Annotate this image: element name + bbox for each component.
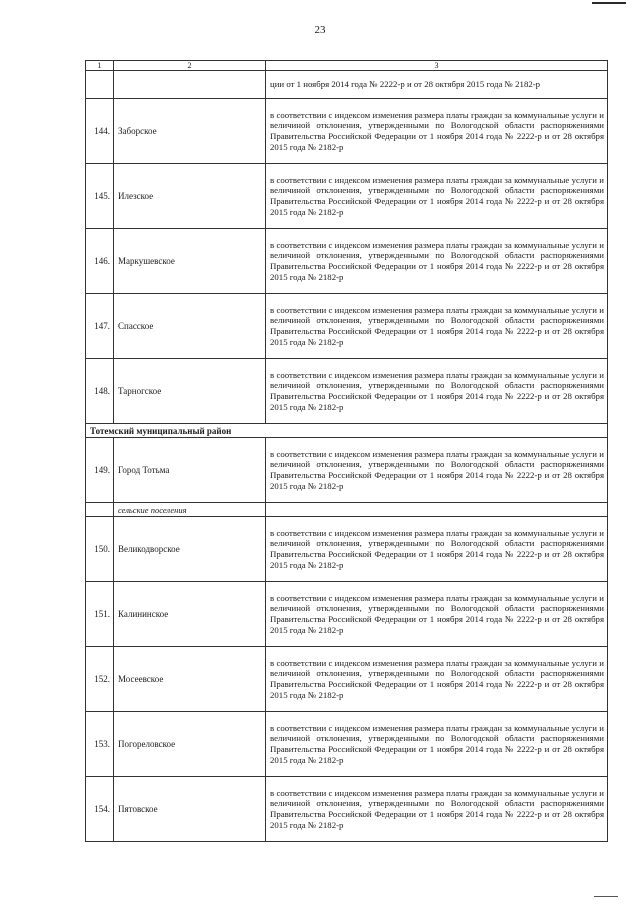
row-text: в соответствии с индексом изменения размера платы граждан за коммунальные услуги и величиной отклонения, утвержденными по Вологодской области распоряжениями Правительства Российской Федерации от 1 ноября 2014 года № 2222-р и от 28 октября 2015 года № 2182-р — [266, 229, 608, 294]
district-heading: Тотемский муниципальный район — [86, 424, 608, 438]
subheading-row — [86, 503, 608, 517]
row-text: в соответствии с индексом изменения размера платы граждан за коммунальные услуги и величиной отклонения, утвержденными по Вологодской области распоряжениями Правительства Российской Федерации от 1 ноября 2014 года № 2222-р и от 28 октября 2015 года № 2182-р — [266, 164, 608, 229]
row-number: 150. — [86, 517, 114, 582]
subheading-label: сельские поселения — [114, 503, 266, 517]
row-number: 149. — [86, 438, 114, 503]
row-number: 148. — [86, 359, 114, 424]
settlement-name: Мосеевское — [114, 647, 266, 712]
settlement-name: Город Тотьма — [114, 438, 266, 503]
row-text: в соответствии с индексом изменения размера платы граждан за коммунальные услуги и величиной отклонения, утвержденными по Вологодской области распоряжениями Правительства Российской Федерации от 1 ноября 2014 года № 2222-р и от 28 октября 2015 года № 2182-р — [266, 777, 608, 842]
settlement-name: Великодворское — [114, 517, 266, 582]
row-number — [86, 503, 114, 517]
table-header-row — [86, 61, 608, 71]
table-row — [86, 229, 608, 294]
row-text: в соответствии с индексом изменения размера платы граждан за коммунальные услуги и величиной отклонения, утвержденными по Вологодской области распоряжениями Правительства Российской Федерации от 1 ноября 2014 года № 2222-р и от 28 октября 2015 года № 2182-р — [266, 99, 608, 164]
row-text: в соответствии с индексом изменения размера платы граждан за коммунальные услуги и величиной отклонения, утвержденными по Вологодской области распоряжениями Правительства Российской Федерации от 1 ноября 2014 года № 2222-р и от 28 октября 2015 года № 2182-р — [266, 294, 608, 359]
row-number: 145. — [86, 164, 114, 229]
page-number: 23 — [314, 24, 326, 36]
table-row — [86, 582, 608, 647]
settlement-name: Погореловское — [114, 712, 266, 777]
row-number: 151. — [86, 582, 114, 647]
table-row — [86, 99, 608, 164]
row-text — [266, 503, 608, 517]
row-number: 146. — [86, 229, 114, 294]
row-number: 154. — [86, 777, 114, 842]
settlement-name: Пятовское — [114, 777, 266, 842]
district-heading-row — [86, 424, 608, 438]
table-row — [86, 359, 608, 424]
settlement-name: Заборское — [114, 99, 266, 164]
table-row — [86, 647, 608, 712]
row-text: ции от 1 ноября 2014 года № 2222-р и от 28 октября 2015 года № 2182-р — [266, 71, 608, 99]
table-row — [86, 777, 608, 842]
row-number: 144. — [86, 99, 114, 164]
settlement-name: Спасское — [114, 294, 266, 359]
row-text: в соответствии с индексом изменения размера платы граждан за коммунальные услуги и величиной отклонения, утвержденными по Вологодской области распоряжениями Правительства Российской Федерации от 1 ноября 2014 года № 2222-р и от 28 октября 2015 года № 2182-р — [266, 712, 608, 777]
row-text: в соответствии с индексом изменения размера платы граждан за коммунальные услуги и величиной отклонения, утвержденными по Вологодской области распоряжениями Правительства Российской Федерации от 1 ноября 2014 года № 2222-р и от 28 октября 2015 года № 2182-р — [266, 517, 608, 582]
header-col-3: 3 — [266, 61, 608, 71]
header-col-1: 1 — [86, 61, 114, 71]
settlement-name: Калининское — [114, 582, 266, 647]
table-row — [86, 517, 608, 582]
row-text: в соответствии с индексом изменения размера платы граждан за коммунальные услуги и величиной отклонения, утвержденными по Вологодской области распоряжениями Правительства Российской Федерации от 1 ноября 2014 года № 2222-р и от 28 октября 2015 года № 2182-р — [266, 438, 608, 503]
tariff-table — [85, 60, 608, 842]
row-text: в соответствии с индексом изменения размера платы граждан за коммунальные услуги и величиной отклонения, утвержденными по Вологодской области распоряжениями Правительства Российской Федерации от 1 ноября 2014 года № 2222-р и от 28 октября 2015 года № 2182-р — [266, 359, 608, 424]
row-number: 152. — [86, 647, 114, 712]
row-number: 147. — [86, 294, 114, 359]
scan-mark — [594, 896, 618, 897]
row-text: в соответствии с индексом изменения размера платы граждан за коммунальные услуги и величиной отклонения, утвержденными по Вологодской области распоряжениями Правительства Российской Федерации от 1 ноября 2014 года № 2222-р и от 28 октября 2015 года № 2182-р — [266, 647, 608, 712]
row-text: в соответствии с индексом изменения размера платы граждан за коммунальные услуги и величиной отклонения, утвержденными по Вологодской области распоряжениями Правительства Российской Федерации от 1 ноября 2014 года № 2222-р и от 28 октября 2015 года № 2182-р — [266, 582, 608, 647]
settlement-name: Маркушевское — [114, 229, 266, 294]
table-row — [86, 712, 608, 777]
settlement-name — [114, 71, 266, 99]
table-row — [86, 164, 608, 229]
continuation-row — [86, 71, 608, 99]
row-number: 153. — [86, 712, 114, 777]
scan-mark — [592, 2, 626, 4]
settlement-name: Тарногское — [114, 359, 266, 424]
row-number — [86, 71, 114, 99]
table-row — [86, 294, 608, 359]
settlement-name: Илезское — [114, 164, 266, 229]
table-row — [86, 438, 608, 503]
header-col-2: 2 — [114, 61, 266, 71]
